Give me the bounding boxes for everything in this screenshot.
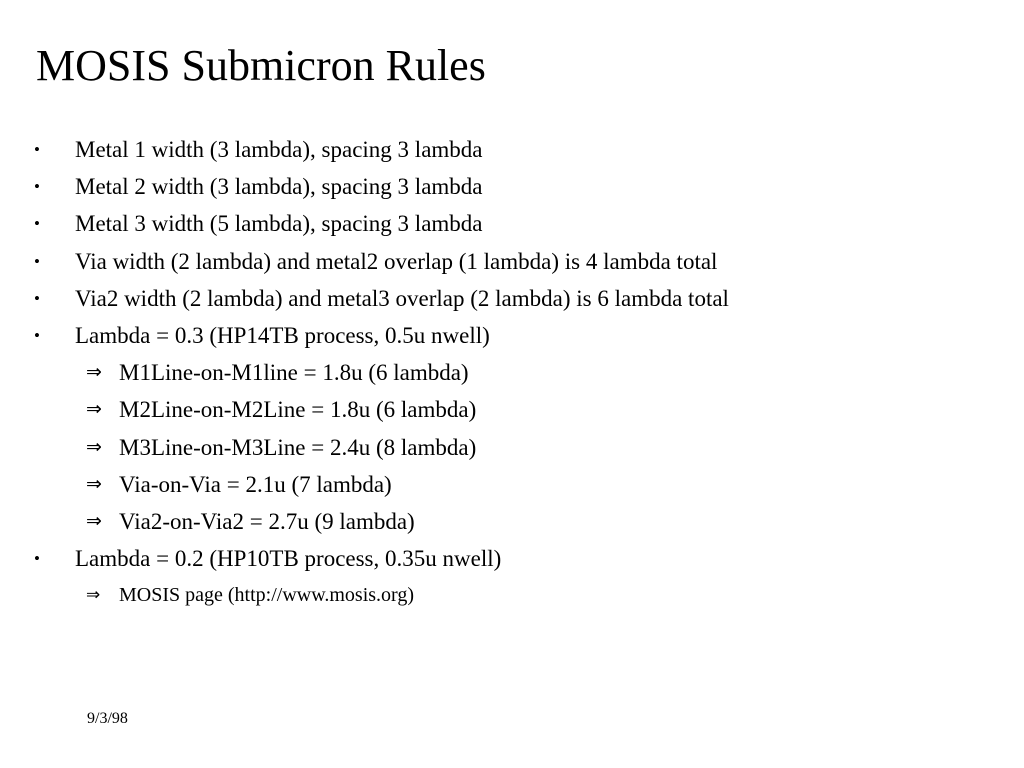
bullet-text: Metal 3 width (5 lambda), spacing 3 lambda [75, 211, 483, 237]
sub-item-text: Via-on-Via = 2.1u (7 lambda) [119, 471, 392, 497]
footer-date: 9/3/98 [87, 710, 128, 727]
bullet-dot: • [34, 177, 40, 197]
bullet-list [0, 131, 1024, 614]
bullet-item-metal2 [0, 168, 1024, 205]
sub-item-m2line [0, 391, 1024, 428]
sub-item-text: M3Line-on-M3Line = 2.4u (8 lambda) [119, 434, 477, 460]
bullet-dot: • [34, 214, 40, 234]
bullet-dot: • [34, 325, 40, 345]
bullet-dot: • [34, 140, 40, 159]
mosis-page-link[interactable]: MOSIS page (http://www.mosis.org) [119, 584, 414, 607]
sub-item-text: Via2-on-Via2 = 2.7u (9 lambda) [119, 508, 415, 534]
sub-item-mosis-page [0, 577, 1024, 614]
bullet-item-via [0, 243, 1024, 280]
sub-item-m3line [0, 429, 1024, 466]
sub-item-m1line [0, 354, 1024, 391]
sub-item-text: M1Line-on-M1line = 1.8u (6 lambda) [119, 360, 469, 386]
bullet-item-lambda-03 [0, 317, 1024, 354]
bullet-dot: • [34, 549, 40, 569]
bullet-item-via2 [0, 280, 1024, 317]
bullet-text: Via width (2 lambda) and metal2 overlap (1 lambda) is 4 lambda total [75, 248, 718, 274]
bullet-text: Via2 width (2 lambda) and metal3 overlap (2 lambda) is 6 lambda total [75, 285, 729, 311]
implies-arrow-icon: ⇒ [86, 472, 102, 495]
implies-arrow-icon: ⇒ [86, 435, 102, 458]
implies-arrow-icon: ⇒ [86, 585, 101, 606]
implies-arrow-icon: ⇒ [86, 361, 102, 384]
sub-item-text: M2Line-on-M2Line = 1.8u (6 lambda) [119, 397, 477, 423]
bullet-text: Metal 1 width (3 lambda), spacing 3 lambda [75, 137, 483, 162]
bullet-item-lambda-02 [0, 540, 1024, 577]
bullet-dot: • [34, 288, 40, 308]
bullet-item-metal3 [0, 205, 1024, 242]
slide-title: MOSIS Submicron Rules [36, 41, 486, 90]
implies-arrow-icon: ⇒ [86, 509, 102, 532]
implies-arrow-icon: ⇒ [86, 398, 102, 421]
sub-item-via-on-via [0, 466, 1024, 503]
sub-item-via2-on-via2 [0, 503, 1024, 540]
bullet-text: Lambda = 0.2 (HP10TB process, 0.35u nwell) [75, 546, 502, 572]
bullet-item-metal1 [0, 131, 1024, 168]
bullet-dot: • [34, 251, 40, 271]
bullet-text: Metal 2 width (3 lambda), spacing 3 lambda [75, 174, 483, 200]
bullet-text: Lambda = 0.3 (HP14TB process, 0.5u nwell) [75, 322, 490, 348]
